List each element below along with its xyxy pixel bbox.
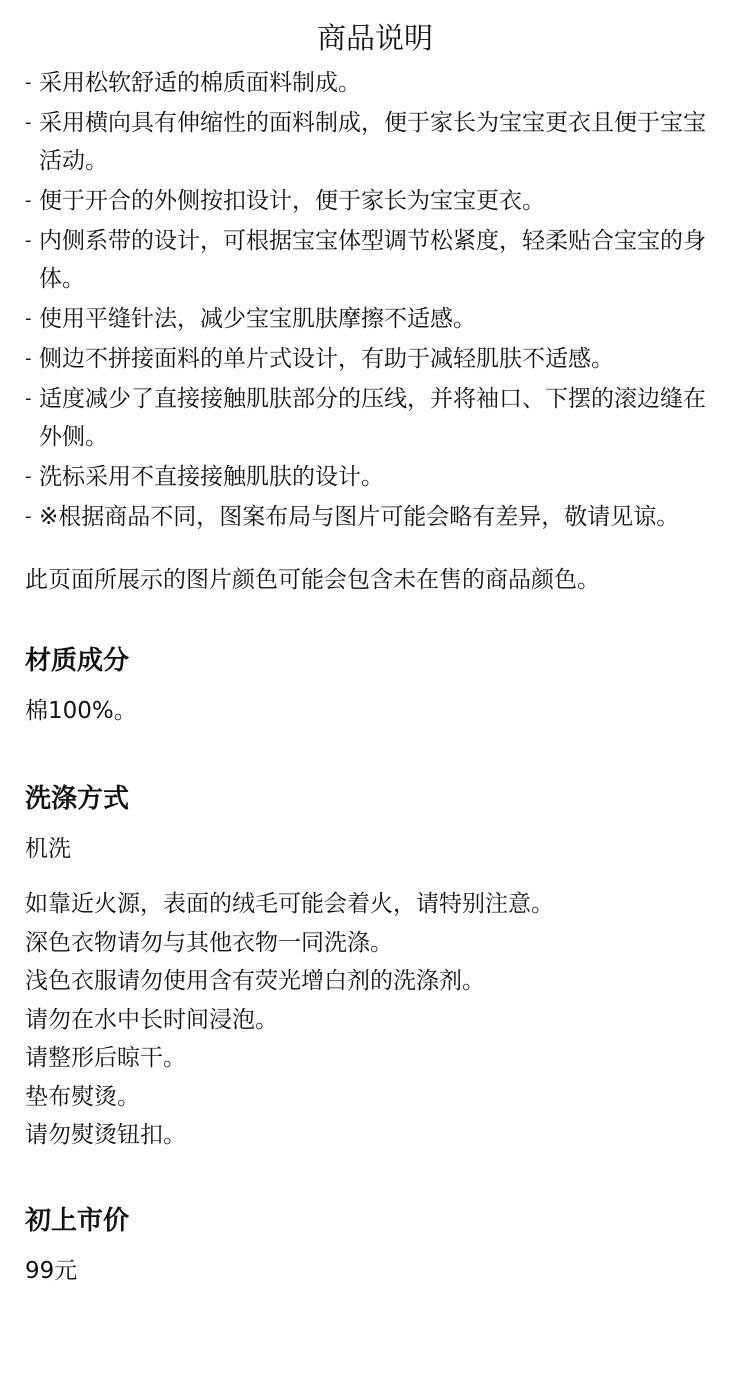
bullet-dash: -	[25, 348, 32, 369]
feature-item	[25, 458, 725, 496]
care-line: 深色衣物请勿与其他衣物一同洗涤。	[25, 929, 393, 956]
feature-item	[25, 380, 725, 456]
price-heading: 初上市价	[25, 1205, 130, 1236]
care-line: 请勿在水中长时间浸泡。	[25, 1006, 278, 1033]
care-line: 浅色衣服请勿使用含有荧光增白剂的洗涤剂。	[25, 968, 485, 994]
feature-text: ※根据商品不同，图案布局与图片可能会略有差异，敬请见谅。	[39, 504, 680, 530]
feature-item	[25, 64, 725, 102]
bullet-dash: -	[25, 506, 32, 527]
bullet-dash: -	[25, 388, 32, 409]
color-note: 此页面所展示的图片颜色可能会包含未在售的商品颜色。	[25, 567, 600, 593]
feature-text: 适度减少了直接接触肌肤部分的压线，并将袖口、下摆的滚边缝在外侧。	[39, 386, 706, 450]
care-instructions	[25, 885, 725, 1155]
washing-method: 机洗	[25, 836, 71, 862]
feature-item	[25, 340, 725, 378]
feature-text: 采用横向具有伸缩性的面料制成，便于家长为宝宝更衣且便于宝宝活动。	[39, 110, 706, 174]
feature-item	[25, 222, 725, 298]
bullet-dash: -	[25, 466, 32, 487]
feature-item	[25, 498, 725, 536]
bullet-dash: -	[25, 230, 32, 251]
price-value: 99元	[25, 1257, 78, 1284]
bullet-dash: -	[25, 308, 32, 329]
care-line: 请整形后晾干。	[25, 1045, 186, 1071]
feature-text: 采用松软舒适的棉质面料制成。	[39, 70, 361, 96]
feature-item	[25, 182, 725, 220]
page-title: 商品说明	[316, 21, 433, 55]
care-line: 请勿熨烫钮扣。	[25, 1122, 186, 1148]
feature-item	[25, 300, 725, 338]
bullet-dash: -	[25, 72, 32, 93]
feature-item	[25, 104, 725, 180]
feature-list	[25, 64, 725, 536]
feature-text: 洗标采用不直接接触肌肤的设计。	[39, 464, 384, 490]
feature-text: 侧边不拼接面料的单片式设计，有助于减轻肌肤不适感。	[39, 346, 614, 372]
care-line: 如靠近火源，表面的绒毛可能会着火，请特别注意。	[25, 891, 554, 917]
feature-text: 便于开合的外侧按扣设计，便于家长为宝宝更衣。	[39, 188, 545, 214]
care-line: 垫布熨烫。	[25, 1083, 140, 1110]
material-heading: 材质成分	[25, 646, 130, 676]
feature-text: 使用平缝针法，减少宝宝肌肤摩擦不适感。	[39, 306, 476, 332]
bullet-dash: -	[25, 112, 32, 133]
feature-text: 内侧系带的设计，可根据宝宝体型调节松紧度，轻柔贴合宝宝的身体。	[39, 228, 706, 292]
washing-heading: 洗涤方式	[25, 784, 130, 814]
material-value: 棉100%。	[25, 698, 137, 724]
bullet-dash: -	[25, 190, 32, 211]
